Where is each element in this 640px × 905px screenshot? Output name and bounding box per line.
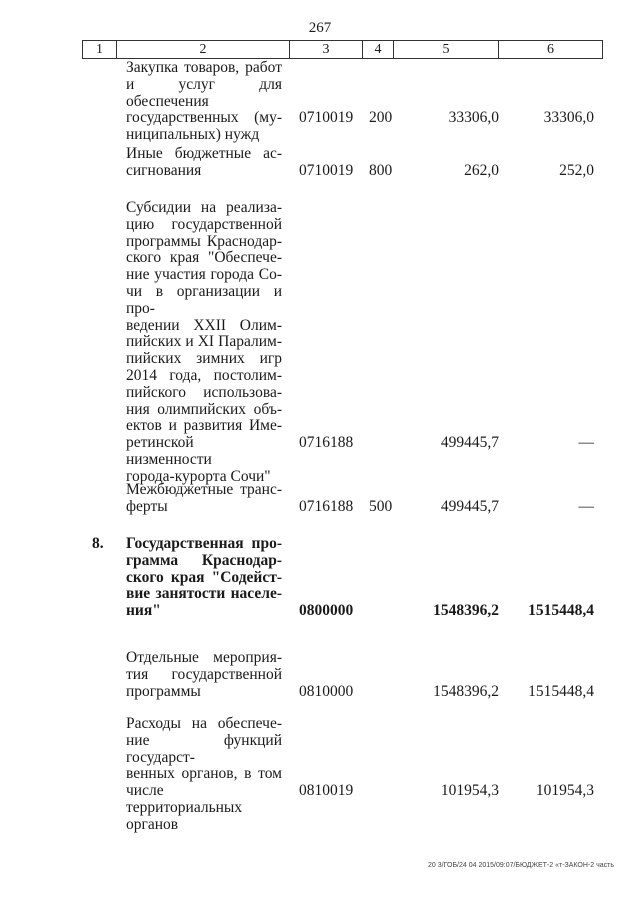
header-col-2: 2 (117, 41, 290, 58)
row-description: Закупка товаров, работ и услуг для обеспечения государственных (му- ниципальных) нужд (126, 59, 282, 144)
row-type: 500 (369, 497, 393, 515)
row-value-6: 1515448,4 (528, 682, 594, 700)
table-header-row (82, 40, 603, 59)
footer-stamp: 20 3/ГОБ/24 04 2015/09:07/БЮДЖЕТ-2 «т-ЗАКОН-2 часть (428, 862, 614, 869)
row-value-6: 252,0 (559, 161, 594, 179)
row-code: 0800000 (299, 602, 354, 620)
row-description: Субсидии на реализа- цию государственной программы Краснодар- ского края "Обеспече- ние участия города Со- чи в организации и про- ведении XXII Олим- пийских и XI Паралим- пийских зимних игр 2014 года, постолим- пийского использова- ния олимпийских объ- ектов и развития Име- ретинской низменности города-курорта Сочи" (126, 199, 282, 485)
row-code: 0716188 (299, 497, 354, 515)
header-col-6: 6 (547, 42, 554, 57)
row-value-5: 101954,3 (440, 782, 499, 800)
row-value-6: 101954,3 (535, 782, 594, 800)
header-col-4: 4 (363, 41, 394, 58)
row-code: 0710019 (299, 161, 354, 179)
row-value-6: 33306,0 (543, 109, 594, 127)
row-value-5: 262,0 (464, 161, 499, 179)
row-type: 200 (369, 109, 393, 127)
page-number: 267 (308, 20, 332, 36)
row-value-5: 499445,7 (440, 497, 499, 515)
row-description: Иные бюджетные ас- сигнования (126, 145, 282, 179)
row-code: 0810000 (299, 682, 354, 700)
row-value-6: 1515448,4 (528, 602, 594, 620)
row-code: 0716188 (299, 434, 354, 452)
row-description: Государственная про- грамма Краснодар- ского края "Содейст- вие занятости населе- ния" (126, 535, 282, 620)
row-value-6: — (578, 497, 594, 515)
header-col-1: 1 (83, 41, 117, 58)
header-col-3: 3 (290, 41, 363, 58)
row-description: Расходы на обеспече- ние функций государст- венных органов, в том числе территориальных органов (126, 715, 282, 833)
row-value-5: 33306,0 (448, 109, 499, 127)
row-code: 0810019 (299, 782, 354, 800)
row-description: Межбюджетные транс- ферты (126, 481, 282, 515)
row-code: 0710019 (299, 109, 354, 127)
row-value-5: 1548396,2 (433, 682, 499, 700)
row-description: Отдельные мероприя- тия государственной программы (126, 649, 282, 700)
row-value-5: 1548396,2 (433, 602, 499, 620)
row-value-5: 499445,7 (440, 434, 499, 452)
row-number: 8. (92, 535, 104, 552)
row-value-6: — (578, 434, 594, 452)
row-type: 800 (369, 161, 393, 179)
header-col-5: 5 (394, 41, 499, 58)
